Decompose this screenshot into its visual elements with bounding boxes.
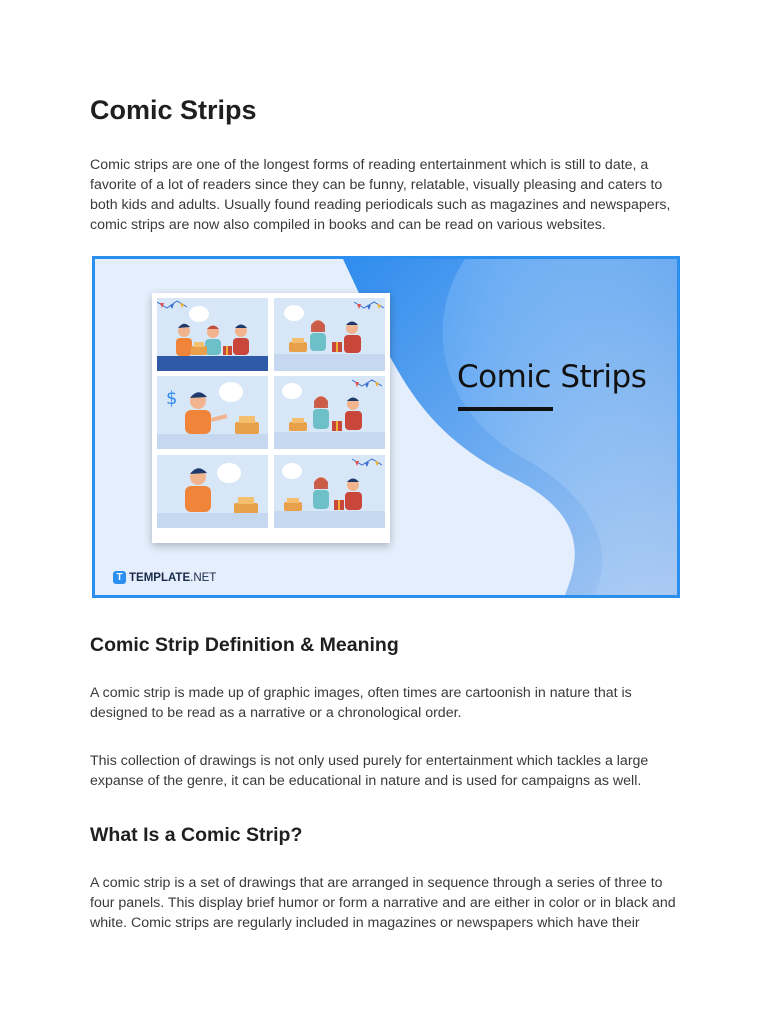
what-is-paragraph-1: A comic strip is a set of drawings that are arranged in sequence through a series of three to four panels. This display brief humor or form a narrative and are either in color or in black and white. Comic strips are regularly included in magazines or newspapers which have their — [90, 875, 676, 931]
comic-panel — [274, 455, 385, 528]
comic-panel — [157, 455, 268, 528]
svg-text:$: $ — [166, 388, 178, 409]
template-logo-icon: T — [113, 571, 126, 584]
intro-paragraph: Comic strips are one of the longest forms of reading entertainment which is still to date, a favorite of a lot of readers since they can be funny, relatable, visually pleasing and caters to both kids and adults. Usually found reading periodicals such as magazines and newspapers, comic strips are now also compiled in books and can be read on various websites. — [90, 157, 671, 233]
comic-panel — [157, 298, 268, 371]
page-title: Comic Strips — [90, 95, 257, 125]
section-heading-definition: Comic Strip Definition & Meaning — [90, 634, 399, 656]
banner-image — [92, 256, 680, 598]
banner-title: Comic Strips — [457, 359, 647, 395]
comic-panel — [274, 376, 385, 449]
comic-strip-illustration — [152, 293, 390, 543]
banner-title-underline — [458, 407, 553, 411]
definition-paragraph-2: This collection of drawings is not only used purely for entertainment which tackles a large expanse of the genre, it can be educational in nature and is used for campaigns as well. — [90, 753, 649, 789]
definition-paragraph-1: A comic strip is made up of graphic images, often times are cartoonish in nature that is designed to be read as a narrative or a chronological order. — [90, 685, 632, 721]
comic-panel — [157, 376, 268, 449]
brand-name: TEMPLATE — [129, 571, 191, 584]
comic-panel — [274, 298, 385, 371]
brand-suffix: .NET — [190, 571, 217, 584]
section-heading-what-is: What Is a Comic Strip? — [90, 824, 303, 846]
brand-logo — [113, 571, 216, 584]
